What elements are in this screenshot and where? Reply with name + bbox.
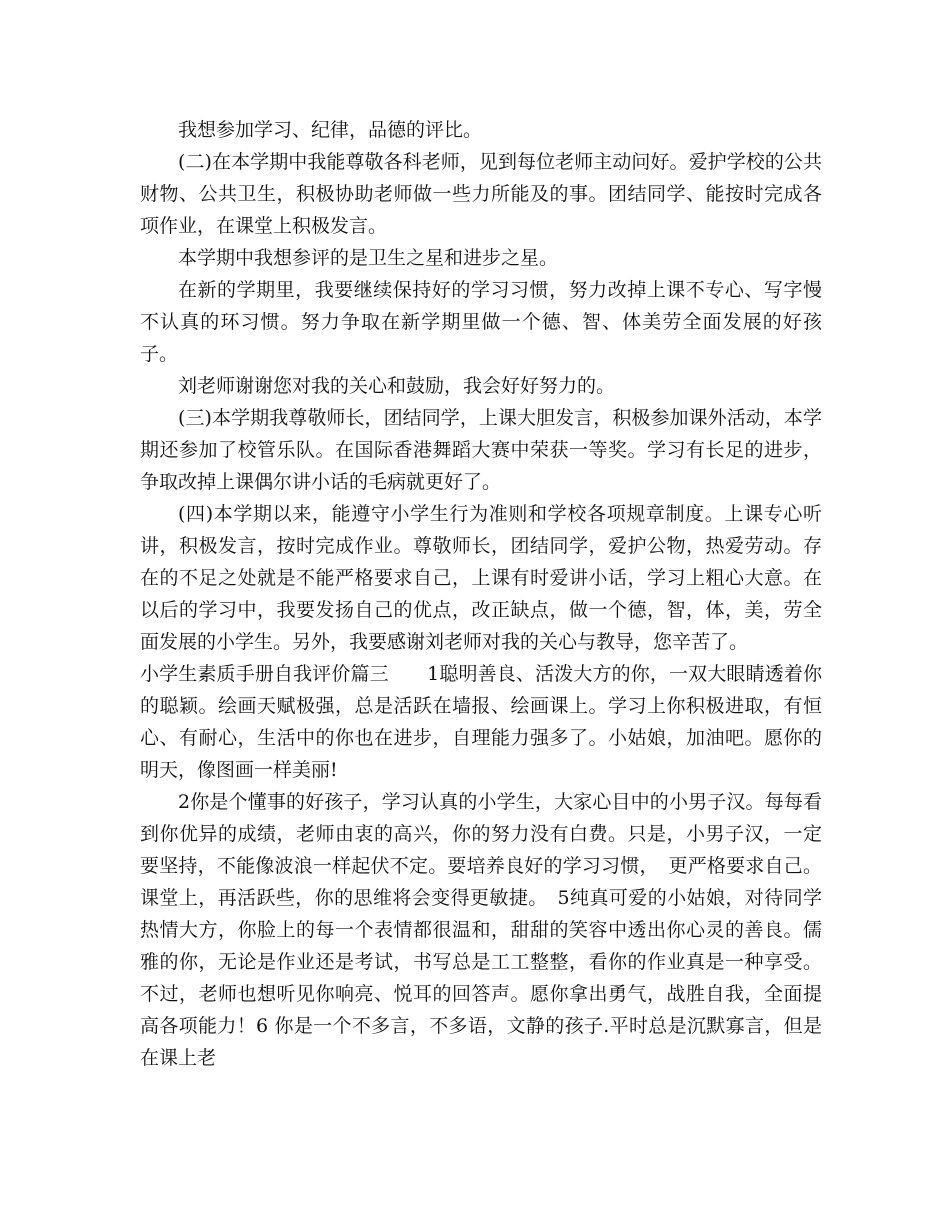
paragraph-5: 刘老师谢谢您对我的关心和鼓励，我会好好努力的。 (178, 375, 616, 397)
paragraph-9: 2你是个懂事的好孩子，学习认真的小学生，大家心目中的小男子汉。每每看到你优异的成绩，老师由衷的高兴，你的努力没有白费。只是，小男子汉，一定要坚持，不能像波浪一样起伏不定。要培养良好的学习习惯， 更严格要求自己。课堂上，再活跃些，你的思维将会变得更敏捷。 5纯真可爱的小姑娘，对待同学热情大方，你脸上的每一个表情都很温和，甜甜的笑容中透出你心灵的善良。儒雅的你，无论是作业还是考试，书写总是工工整整，看你的作业真是一种享受。不过，老师也想听见你响亮、悦耳的回答声。愿你拿出勇气，战胜自我，全面提高各项能力！6 你是一个不多言，不多语，文静的孩子.平时总是沉默寡言，但是在课上老 (140, 791, 822, 1069)
paragraph-6: (三)本学期我尊敬师长，团结同学，上课大胆发言，积极参加课外活动，本学期还参加了校管乐队。在国际香港舞蹈大赛中荣获一等奖。学习有长足的进步，争取改掉上课偶尔讲小话的毛病就更好了。 (140, 407, 822, 493)
paragraph-3: 本学期中我想参评的是卫生之星和进步之星。 (178, 247, 559, 269)
paragraph-2: (二)在本学期中我能尊敬各科老师，见到每位老师主动问好。爱护学校的公共财物、公共卫生，积极协助老师做一些力所能及的事。团结同学、能按时完成各项作业，在课堂上积极发言。 (140, 151, 822, 237)
document-body (140, 114, 822, 1074)
paragraph-7: (四)本学期以来，能遵守小学生行为准则和学校各项规章制度。上课专心听讲，积极发言，按时完成作业。尊敬师长，团结同学，爱护公物，热爱劳动。存在的不足之处就是不能严格要求自己，上课有时爱讲小话，学习上粗心大意。在以后的学习中，我要发扬自己的优点，改正缺点，做一个德，智，体，美，劳全面发展的小学生。另外，我要感谢刘老师对我的关心与教导，您辛苦了。 (140, 503, 822, 653)
paragraph-1: 我想参加学习、纪律，品德的评比。 (178, 119, 483, 141)
paragraph-4: 在新的学期里，我要继续保持好的学习习惯，努力改掉上课不专心、写字慢不认真的环习惯。努力争取在新学期里做一个德、智、体美劳全面发展的好孩子。 (140, 279, 822, 365)
section-heading-paragraph: 小学生素质手册自我评价篇三 1聪明善良、活泼大方的你，一双大眼睛透着你的聪颖。绘画天赋极强，总是活跃在墙报、绘画课上。学习上你积极进取，有恒心、有耐心，生活中的你也在进步，自理能力强多了。小姑娘，加油吧。愿你的明天，像图画一样美丽! (140, 663, 822, 781)
